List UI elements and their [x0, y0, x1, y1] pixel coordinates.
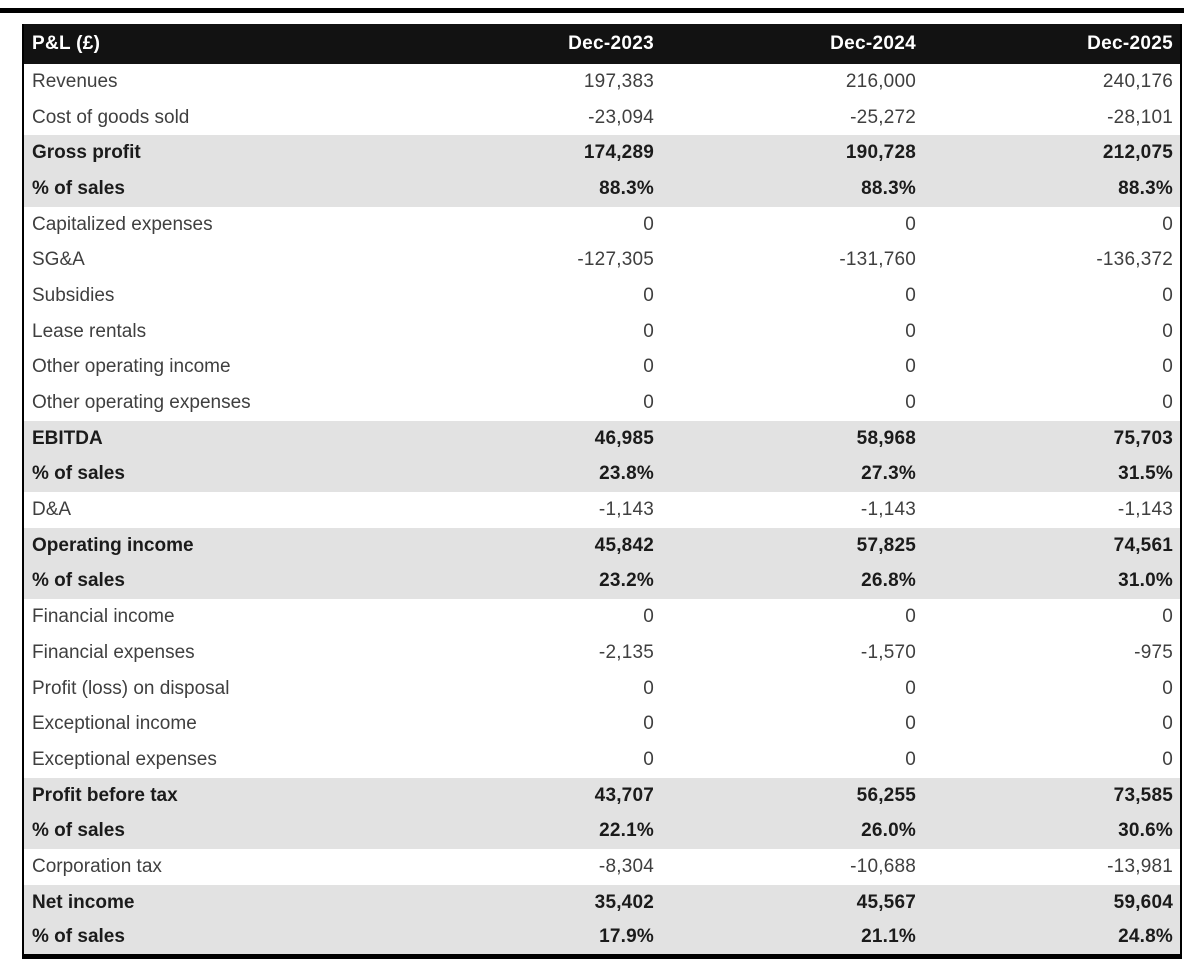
cell-value: 216,000: [661, 64, 923, 100]
cell-value: 0: [443, 742, 661, 778]
cell-value: 17.9%: [443, 921, 661, 957]
row-label: Financial expenses: [23, 635, 443, 671]
cell-value: 0: [443, 706, 661, 742]
cell-value: -1,143: [923, 492, 1181, 528]
cell-value: 59,604: [923, 885, 1181, 921]
table-row: [23, 671, 1181, 707]
cell-value: 190,728: [661, 135, 923, 171]
corner-header-label: P&L (£): [32, 33, 101, 54]
cell-value: -2,135: [443, 635, 661, 671]
cell-value: 0: [661, 671, 923, 707]
table-row: [23, 100, 1181, 136]
cell-value: 0: [661, 314, 923, 350]
table-row: [23, 385, 1181, 421]
cell-value: 24.8%: [923, 921, 1181, 957]
table-row: [23, 314, 1181, 350]
row-label: Profit (loss) on disposal: [23, 671, 443, 707]
cell-value: -1,143: [443, 492, 661, 528]
cell-value: 26.0%: [661, 813, 923, 849]
cell-value: 35,402: [443, 885, 661, 921]
top-divider: [0, 8, 1184, 13]
cell-value: -28,101: [923, 100, 1181, 136]
table-row: [23, 706, 1181, 742]
table-row: [23, 849, 1181, 885]
cell-value: 73,585: [923, 778, 1181, 814]
header-row: [23, 24, 1181, 64]
row-label: Subsidies: [23, 278, 443, 314]
cell-value: 0: [443, 599, 661, 635]
cell-value: 26.8%: [661, 564, 923, 600]
row-label: % of sales: [23, 564, 443, 600]
cell-value: 31.0%: [923, 564, 1181, 600]
cell-value: 88.3%: [661, 171, 923, 207]
cell-value: 0: [923, 385, 1181, 421]
row-label: Corporation tax: [23, 849, 443, 885]
cell-value: 0: [923, 706, 1181, 742]
table-row: [23, 171, 1181, 207]
cell-value: 0: [443, 278, 661, 314]
cell-value: -127,305: [443, 242, 661, 278]
table-row: [23, 742, 1181, 778]
cell-value: 174,289: [443, 135, 661, 171]
cell-value: 45,842: [443, 528, 661, 564]
table-row: [23, 492, 1181, 528]
cell-value: 74,561: [923, 528, 1181, 564]
table-row: [23, 350, 1181, 386]
cell-value: 0: [661, 599, 923, 635]
cell-value: -13,981: [923, 849, 1181, 885]
cell-value: 0: [923, 207, 1181, 243]
cell-value: -10,688: [661, 849, 923, 885]
cell-value: 56,255: [661, 778, 923, 814]
row-label: Capitalized expenses: [23, 207, 443, 243]
cell-value: 22.1%: [443, 813, 661, 849]
cell-value: -25,272: [661, 100, 923, 136]
cell-value: 0: [661, 207, 923, 243]
row-label: Lease rentals: [23, 314, 443, 350]
cell-value: 43,707: [443, 778, 661, 814]
cell-value: 197,383: [443, 64, 661, 100]
cell-value: 58,968: [661, 421, 923, 457]
row-label: D&A: [23, 492, 443, 528]
cell-value: 30.6%: [923, 813, 1181, 849]
table-row: [23, 278, 1181, 314]
cell-value: 0: [923, 671, 1181, 707]
table-row: [23, 135, 1181, 171]
row-label: Exceptional expenses: [23, 742, 443, 778]
cell-value: 0: [443, 207, 661, 243]
pl-table: [22, 24, 1182, 959]
cell-value: 0: [923, 742, 1181, 778]
table-row: [23, 778, 1181, 814]
cell-value: -975: [923, 635, 1181, 671]
row-label: % of sales: [23, 921, 443, 957]
pl-table-body: [23, 64, 1181, 956]
cell-value: 0: [661, 350, 923, 386]
cell-value: -8,304: [443, 849, 661, 885]
cell-value: -136,372: [923, 242, 1181, 278]
cell-value: -131,760: [661, 242, 923, 278]
cell-value: 0: [661, 385, 923, 421]
row-label: EBITDA: [23, 421, 443, 457]
cell-value: 0: [443, 385, 661, 421]
table-row: [23, 635, 1181, 671]
cell-value: -1,570: [661, 635, 923, 671]
column-header-dec-2025: Dec-2025: [1087, 33, 1173, 54]
cell-value: 0: [443, 314, 661, 350]
cell-value: 212,075: [923, 135, 1181, 171]
row-label: % of sales: [23, 813, 443, 849]
row-label: Revenues: [23, 64, 443, 100]
column-header-dec-2024: Dec-2024: [830, 33, 916, 54]
cell-value: 88.3%: [443, 171, 661, 207]
cell-value: 240,176: [923, 64, 1181, 100]
cell-value: 21.1%: [661, 921, 923, 957]
table-row: [23, 564, 1181, 600]
table-row: [23, 64, 1181, 100]
cell-value: 0: [923, 278, 1181, 314]
row-label: Exceptional income: [23, 706, 443, 742]
cell-value: 0: [923, 350, 1181, 386]
table-row: [23, 885, 1181, 921]
cell-value: 45,567: [661, 885, 923, 921]
cell-value: -23,094: [443, 100, 661, 136]
table-header: [23, 24, 1181, 64]
column-header-dec-2023: Dec-2023: [568, 33, 654, 54]
cell-value: 0: [923, 314, 1181, 350]
row-label: Financial income: [23, 599, 443, 635]
cell-value: 0: [443, 671, 661, 707]
table-row: [23, 921, 1181, 957]
table-row: [23, 599, 1181, 635]
row-label: Other operating expenses: [23, 385, 443, 421]
cell-value: -1,143: [661, 492, 923, 528]
cell-value: 23.2%: [443, 564, 661, 600]
table-row: [23, 813, 1181, 849]
table-row: [23, 207, 1181, 243]
row-label: % of sales: [23, 457, 443, 493]
cell-value: 0: [661, 278, 923, 314]
row-label: Net income: [23, 885, 443, 921]
table-row: [23, 528, 1181, 564]
cell-value: 0: [443, 350, 661, 386]
cell-value: 0: [923, 599, 1181, 635]
cell-value: 88.3%: [923, 171, 1181, 207]
row-label: SG&A: [23, 242, 443, 278]
cell-value: 31.5%: [923, 457, 1181, 493]
pl-statement-table: [22, 24, 1180, 959]
row-label: Profit before tax: [23, 778, 443, 814]
table-row: [23, 421, 1181, 457]
row-label: Operating income: [23, 528, 443, 564]
cell-value: 0: [661, 742, 923, 778]
cell-value: 46,985: [443, 421, 661, 457]
row-label: Cost of goods sold: [23, 100, 443, 136]
table-row: [23, 242, 1181, 278]
table-row: [23, 457, 1181, 493]
cell-value: 23.8%: [443, 457, 661, 493]
row-label: % of sales: [23, 171, 443, 207]
row-label: Other operating income: [23, 350, 443, 386]
cell-value: 75,703: [923, 421, 1181, 457]
cell-value: 27.3%: [661, 457, 923, 493]
row-label: Gross profit: [23, 135, 443, 171]
cell-value: 0: [661, 706, 923, 742]
cell-value: 57,825: [661, 528, 923, 564]
